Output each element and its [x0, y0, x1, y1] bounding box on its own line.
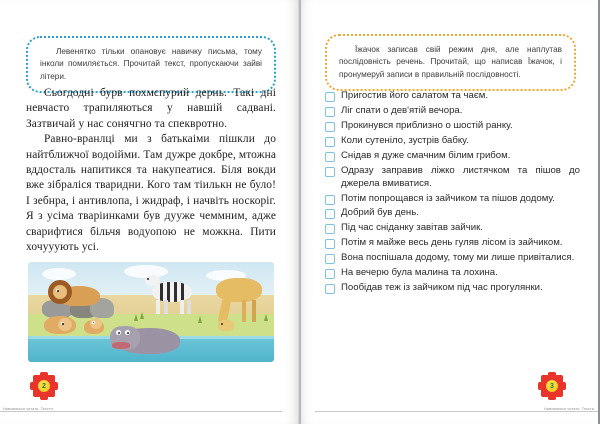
list-item[interactable] [325, 222, 580, 235]
order-checkbox[interactable] [325, 224, 335, 234]
list-item-label: Коли сутеніло, зустрів бабку. [341, 134, 469, 146]
lioness-head [58, 318, 72, 331]
footer-label: Навчаємося читати. Тексти [544, 407, 594, 411]
footer-divider [0, 411, 282, 412]
list-item[interactable] [325, 252, 580, 265]
reading-paragraph-1: Сьогдодні бурв похмспурий дернь. Такі дні невчасто трапиляються у навшій садвані. Зазтвичай у нас сонячгно та спеквротно. [26, 87, 276, 130]
order-checkbox[interactable] [325, 284, 335, 294]
footer-divider [315, 411, 598, 412]
zebra-leg [187, 300, 191, 314]
right-page [299, 0, 598, 424]
order-checkbox[interactable] [325, 269, 335, 279]
reading-paragraph-2: Равно-вранлці ми з батькаіми пішкли до найтближчої водоійми. Там дужре докбре, мтожна вддосталь напитикся та накупеатися. Біля вокди вже зібралiся тваридни. Кого там тіилькн не було! І зебнра, і антивлопа, і жидраф, і начвіть носкоріг. Я з усіма тваріинками був дууже чеммним, адже сварифтися бiльчя водуопою не можкна. Пити хочууують усі. [26, 133, 276, 254]
list-item[interactable] [325, 282, 580, 295]
grass-tuft [134, 314, 138, 321]
flower-center [545, 379, 559, 393]
list-item[interactable] [325, 90, 580, 103]
lion-cub-head [90, 318, 102, 329]
list-item-label: Пообідав теж із зайчиком під час прогулянки. [341, 282, 543, 294]
list-item[interactable] [325, 150, 580, 163]
flower-petal [548, 392, 556, 400]
order-checkbox[interactable] [325, 92, 335, 102]
reading-text-block [26, 86, 276, 255]
list-item[interactable] [325, 120, 580, 133]
grass-tuft [264, 314, 268, 321]
zebra-leg [164, 300, 168, 314]
hippo-mouth [112, 342, 130, 349]
order-checkbox[interactable] [325, 195, 335, 205]
list-item-label: Добрий був день. [341, 207, 419, 219]
list-item-label: На вечерю була малина та лохина. [341, 267, 498, 279]
list-item[interactable] [325, 135, 580, 148]
order-checkbox[interactable] [325, 107, 335, 117]
savanna-waterhole-illustration [28, 262, 274, 362]
cloud-icon [42, 268, 76, 280]
list-item-label: Потім попрощався із зайчиком та пішов додому. [341, 192, 555, 204]
list-item[interactable] [325, 237, 580, 250]
zebra-stripe [181, 282, 184, 302]
list-item[interactable] [325, 207, 580, 220]
order-checkbox[interactable] [325, 122, 335, 132]
hippo-pupil [118, 332, 120, 334]
page-number-badge [538, 372, 566, 400]
list-item-label: Потім я майже весь день гуляв лісом із зайчиком. [341, 237, 563, 249]
order-checkbox[interactable] [325, 137, 335, 147]
list-item-label: Пригостив його салатом та чаєм. [341, 90, 489, 101]
grass-tuft [198, 316, 202, 323]
hippo-pupil [127, 332, 129, 334]
list-item-label: Снідав я дуже смачним білим грибом. [341, 149, 511, 161]
zebra-eye [147, 278, 149, 280]
order-checkbox[interactable] [325, 254, 335, 264]
zebra-body [152, 282, 192, 302]
giraffe-leg [252, 300, 256, 322]
list-item-label: Прокинувся приблизно о шостій ранку. [341, 119, 513, 131]
zebra-leg [156, 300, 160, 314]
zebra-stripe [174, 282, 177, 302]
flower-petal [40, 392, 48, 400]
zebra-leg [180, 300, 184, 314]
page-number-badge [30, 372, 58, 400]
giraffe-head [218, 320, 234, 331]
lion-pupil [57, 290, 59, 292]
left-page [0, 0, 299, 424]
order-checkbox[interactable] [325, 239, 335, 249]
list-item-label: Ліг спати о дев'ятій вечора. [341, 104, 463, 116]
sequence-checklist [325, 90, 580, 297]
list-item[interactable] [325, 165, 580, 190]
left-instruction-callout [26, 36, 276, 93]
grass-tuft [140, 312, 144, 319]
order-checkbox[interactable] [325, 167, 335, 177]
zebra-stripe [167, 282, 170, 302]
list-item-label: Під час сніданку завітав зайчик. [341, 222, 483, 234]
left-instruction-text: Левенятко тільки опановує навичку письма, тому інколи помиляється. Прочитай текст, пропускаючи зайві літери. [40, 47, 262, 81]
page-number: 2 [42, 382, 46, 390]
book-gutter [299, 0, 301, 424]
list-item[interactable] [325, 193, 580, 206]
list-item[interactable] [325, 267, 580, 280]
order-checkbox[interactable] [325, 152, 335, 162]
list-item-label: Одразу заправив ліжко листячком та пішов до джерела вмиватися. [341, 164, 580, 189]
zebra-head [145, 275, 160, 286]
footer-label: Навчаємося читати. Тексти [3, 407, 53, 411]
right-instruction-callout [325, 34, 576, 91]
zebra-stripe [160, 282, 163, 302]
lioness-pupil [62, 323, 64, 325]
order-checkbox[interactable] [325, 209, 335, 219]
page-number: 3 [550, 382, 554, 390]
lion-head [53, 285, 67, 299]
giraffe-leg [242, 300, 246, 322]
list-item-label: Вона поспішала додому, тому ми лише привіталися. [341, 252, 575, 264]
flower-center [37, 379, 51, 393]
right-instruction-text: Їжачок записав свій режим дня, але наплутав послідовність речень. Прочитай, що написав Їжачок, і пронумеруй записи в правильній послідовності. [339, 45, 562, 79]
list-item[interactable] [325, 105, 580, 118]
giraffe-eye [221, 323, 223, 325]
